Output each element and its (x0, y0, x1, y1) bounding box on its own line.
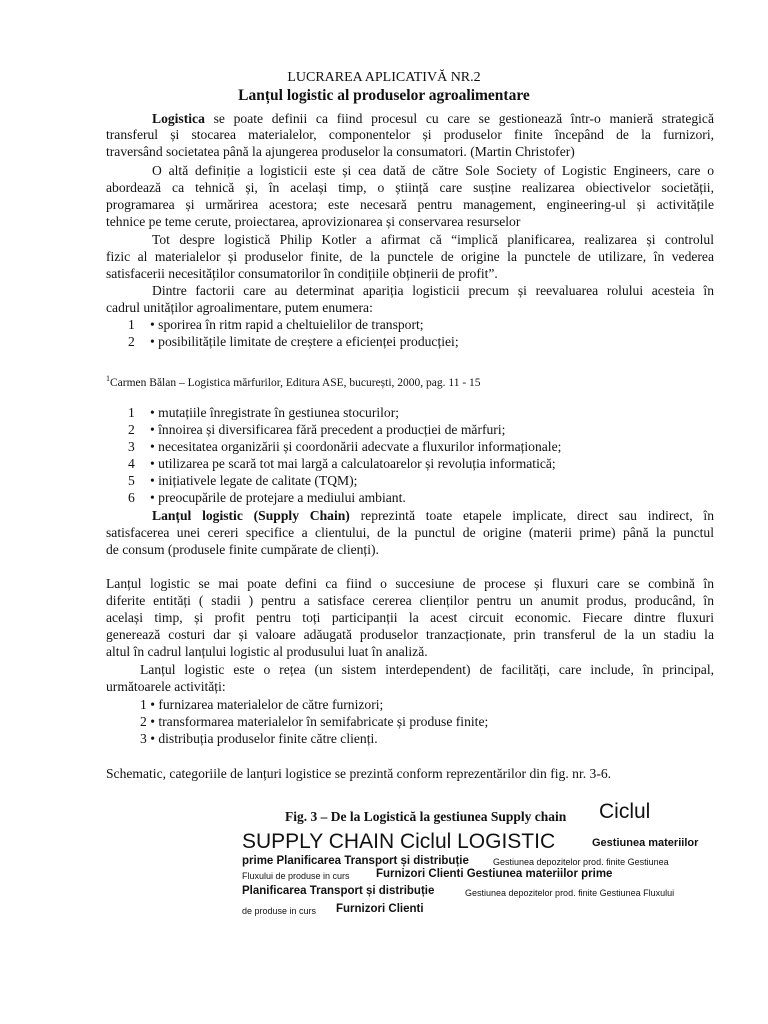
assignment-label: LUCRAREA APLICATIVĂ NR.2 (287, 70, 481, 85)
figure-caption: Fig. 3 – De la Logistică la gestiunea Supply chain (285, 809, 567, 824)
list-item-number: 2 (128, 334, 135, 349)
figure-text: Furnizori Clienti Gestiunea materiilor prime (376, 868, 613, 880)
term-supply-chain: Lanțul logistic (Supply Chain) (152, 508, 350, 523)
list-item: 1 • furnizarea materialelor de către furnizori; (140, 697, 384, 712)
list-item-number: 1 (128, 317, 135, 332)
list-item-number: 3 (128, 439, 135, 454)
paragraph-line: Dintre factorii care au determinat apariția logisticii precum și reevaluarea rolului acesteia în (152, 283, 714, 298)
figure-text: Ciclul (599, 800, 651, 823)
list-item-number: 1 (128, 405, 135, 420)
paragraph-line: altul în cadrul lanțului logistic al produsului luat în analiză. (106, 644, 428, 659)
paragraph-line: același timp, și profit pentru toți participanții la acest circuit economic. Fiecare dintre fluxuri (106, 610, 714, 625)
paragraph-line: Logistica se poate definii ca fiind procesul cu care se gestionează într-o manieră strategică (152, 111, 714, 126)
list-item: • necesitatea organizării și coordonării adecvate a fluxurilor informaționale; (150, 439, 562, 454)
paragraph-line: Lanțul logistic (Supply Chain) reprezintă toate etapele implicate, direct sau indirect, în (152, 508, 714, 523)
figure-text: Furnizori Clienti (336, 903, 424, 915)
figure-text: Gestiunea depozitelor prod. finite Gestiunea Fluxului (465, 888, 675, 898)
paragraph-line: O altă definiție a logisticii este și cea dată de către Sole Society of Logistic Engineers, care o (152, 163, 714, 178)
paragraph-line: Tot despre logistică Philip Kotler a afirmat că “implică planificarea, realizarea și controlul (152, 232, 714, 247)
footnote-mark: 1 (106, 374, 110, 383)
figure-text: Planificarea Transport și distribuție (242, 885, 435, 897)
paragraph-line: Schematic, categoriile de lanțuri logistice se prezintă conform reprezentărilor din fig. nr. 3-6. (106, 766, 612, 781)
list-item: • sporirea în ritm rapid a cheltuielilor de transport; (150, 317, 424, 332)
paragraph-line: cadrul unităților agroalimentare, putem enumera: (106, 300, 373, 315)
paragraph-line: Lanțul logistic este o rețea (un sistem interdependent) de facilități, care include, în principal, (140, 662, 714, 677)
figure-text: Fluxului de produse in curs (242, 871, 350, 881)
figure-text: prime Planificarea Transport și distribuție (242, 855, 469, 867)
paragraph-line: fizic al materialelor și produselor finite, de la punctele de origine la punctele de utilizare, în vederea (106, 249, 714, 264)
list-item-number: 4 (128, 456, 135, 471)
paragraph-line: diferite entități ( stadii ) pentru a satisface cererea clienților pentru un anumit produs, producând, în (106, 593, 714, 608)
list-item-number: 5 (128, 473, 135, 488)
list-item: • utilizarea pe scară tot mai largă a calculatoarelor și revoluția informatică; (150, 456, 556, 471)
paragraph-line: satisfacerii necesităților consumatorilor în condițiile obținerii de profit”. (106, 266, 498, 281)
figure-text: SUPPLY CHAIN Ciclul LOGISTIC (242, 830, 556, 853)
list-item-number: 2 (128, 422, 135, 437)
figure-text: de produse in curs (242, 906, 317, 916)
figure-text: Gestiunea materiilor (592, 837, 699, 849)
list-item: • mutațiile înregistrate în gestiunea stocurilor; (150, 405, 400, 420)
paragraph-line: transferul și stocarea materialelor, componentelor și produselor finite începând de la furnizori, (106, 127, 714, 142)
paragraph-line: abordează ca tehnică și, în același timp, o știință care susține realizarea obiectivelor societății, (106, 180, 714, 195)
paragraph-line: următoarele activități: (106, 679, 226, 694)
paragraph-line: Lanțul logistic se mai poate defini ca fiind o succesiune de procese și fluxuri care se combină în (106, 576, 714, 591)
list-item: • posibilitățile limitate de creștere a eficienței producției; (150, 334, 459, 349)
list-item-number: 6 (128, 490, 135, 505)
footnote: $^1$Carmen Bălan – Logistica mărfurilor, Editura ASE, bucurești, 2000, pag. 11 - 15 (106, 374, 481, 389)
paragraph-line: traversând societatea până la ajungerea produselor la consumatori. (Martin Christofer) (106, 144, 575, 159)
figure-text: Gestiunea depozitelor prod. finite Gestiunea (493, 857, 669, 867)
term-logistica: Logistica (152, 111, 205, 126)
list-item: • înnoirea și diversificarea fără precedent a producției de mărfuri; (150, 422, 506, 437)
list-item: 2 • transformarea materialelor în semifabricate și produse finite; (140, 714, 489, 729)
list-item: 3 • distribuția produselor finite către clienți. (140, 731, 378, 746)
page-title: Lanțul logistic al produselor agroalimentare (238, 87, 530, 104)
list-item: • inițiativele legate de calitate (TQM); (150, 473, 358, 488)
paragraph-line: tehnice pe teme cerute, proiectarea, aprovizionarea și conservarea resurselor (106, 214, 521, 229)
paragraph-line: generează costuri dar și valoare adăugată produselor tranzacționate, prin transferul de la un stadiu la (106, 627, 714, 642)
paragraph-line: programarea și urmărirea acestora; este necesară pentru management, engineering-ul și activitățile (106, 197, 714, 212)
paragraph-line: de consum (produsele finite cumpărate de clienți). (106, 542, 379, 557)
list-item: • preocupările de protejare a mediului ambiant. (150, 490, 406, 505)
paragraph-line: satisfacerea unei cereri specifice a clientului, de la punctul de origine (materii prime) până la punctul (106, 525, 714, 540)
